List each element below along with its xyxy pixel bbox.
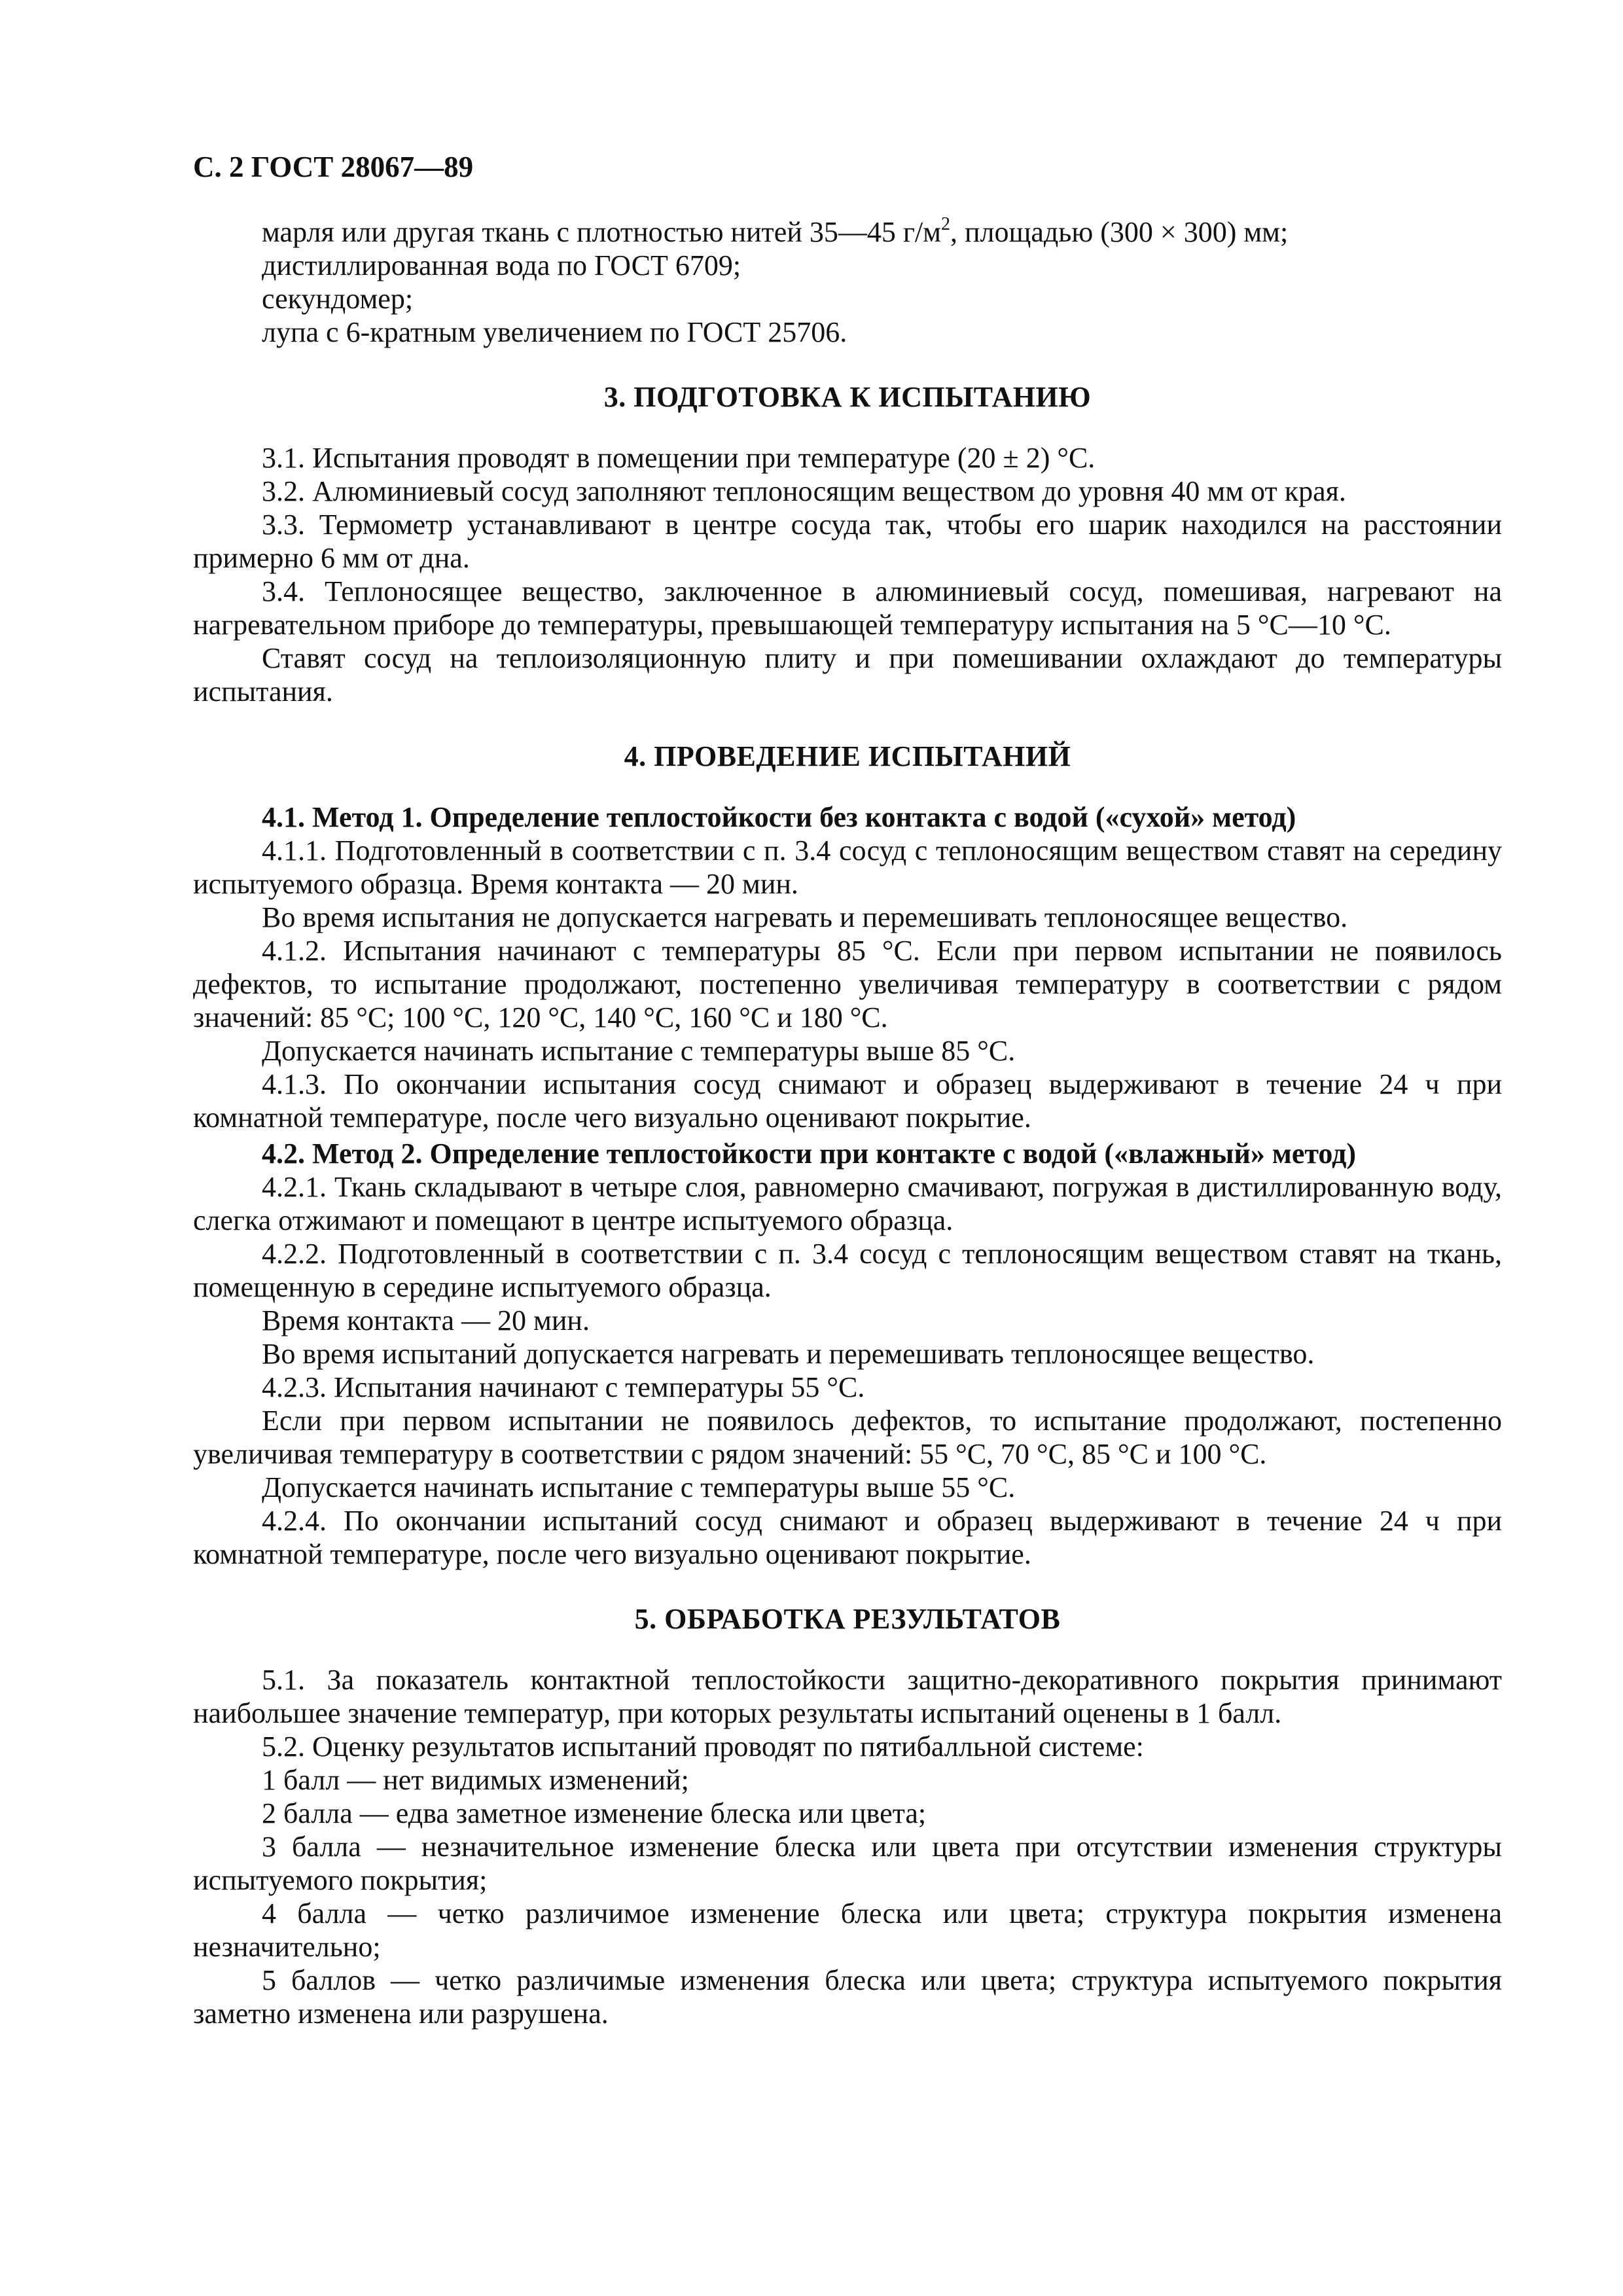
para-4-2-3: 4.2.3. Испытания начинают с температуры 55 °С. xyxy=(262,1371,865,1403)
para-4-1-2-cont: Допускается начинать испытание с температуры выше 85 °С. xyxy=(262,1035,1016,1067)
method-2-title: 4.2. Метод 2. Определение теплостойкости при контакте с водой («влажный» метод) xyxy=(262,1138,1357,1170)
section-5-title: 5. ОБРАБОТКА РЕЗУЛЬТАТОВ xyxy=(634,1603,1061,1635)
para-4-2-3-note: Допускается начинать испытание с температуры выше 55 °С. xyxy=(262,1471,1016,1503)
page-header: С. 2 ГОСТ 28067—89 xyxy=(193,151,474,183)
section-4-title: 4. ПРОВЕДЕНИЕ ИСПЫТАНИЙ xyxy=(624,740,1071,772)
document-page xyxy=(193,151,1502,2030)
materials-gauze-size: , площадью (300 × 300) мм; xyxy=(950,216,1289,248)
score-3: 3 балла — незначительное изменение блеска или цвета при отсутствии изменения структуры испытуемого покрытия; xyxy=(193,1831,1502,1896)
materials-stopwatch: секундомер; xyxy=(262,283,414,315)
score-2: 2 балла — едва заметное изменение блеска или цвета; xyxy=(262,1797,927,1829)
para-3-3: 3.3. Термометр устанавливают в центре сосуда так, чтобы его шарик находился на расстоянии примерно 6 мм от дна. xyxy=(193,509,1502,574)
score-4: 4 балла — четко различимое изменение блеска или цвета; структура покрытия изменена незначительно; xyxy=(193,1897,1502,1963)
para-4-2-4: 4.2.4. По окончании испытаний сосуд снимают и образец выдерживают в течение 24 ч при комнатной температуре, после чего визуально оценивают покрытие. xyxy=(193,1505,1502,1570)
materials-magnifier: лупа с 6-кратным увеличением по ГОСТ 25706. xyxy=(262,316,847,348)
para-4-2-1: 4.2.1. Ткань складывают в четыре слоя, равномерно смачивают, погружая в дистиллированную воду, слегка отжимают и помещают в центре испытуемого образца. xyxy=(193,1171,1502,1236)
para-4-2-2: 4.2.2. Подготовленный в соответствии с п. 3.4 сосуд с теплоносящим веществом ставят на ткань, помещенную в середине испытуемого образца. xyxy=(193,1238,1502,1303)
para-4-2-2-time: Время контакта — 20 мин. xyxy=(262,1304,590,1336)
para-3-2: 3.2. Алюминиевый сосуд заполняют теплоносящим веществом до уровня 40 мм от края. xyxy=(262,475,1346,507)
materials-gauze-text: марля или другая ткань с плотностью нитей 35—45 г/м xyxy=(262,216,941,248)
para-4-1-2: 4.1.2. Испытания начинают с температуры 85 °С. Если при первом испытании не появилось дефектов, то испытание продолжают, постепенно увеличивая температуру в соответствии с рядом значений: 85 °С; 100 °С, 120 °С, 140 °С, 160 °С и 180 °С. xyxy=(193,935,1502,1033)
para-4-1-3: 4.1.3. По окончании испытания сосуд снимают и образец выдерживают в течение 24 ч при комнатной температуре, после чего визуально оценивают покрытие. xyxy=(193,1068,1502,1134)
para-3-4: 3.4. Теплоносящее вещество, заключенное в алюминиевый сосуд, помешивая, нагревают на нагревательном приборе до температуры, превышающей температуру испытания на 5 °С—10 °С. xyxy=(193,575,1502,641)
para-5-1: 5.1. За показатель контактной теплостойкости защитно-декоративного покрытия принимают наибольшее значение температур, при которых результаты испытаний оценены в 1 балл. xyxy=(193,1664,1502,1729)
para-3-1: 3.1. Испытания проводят в помещении при температуре (20 ± 2) °С. xyxy=(262,442,1096,474)
score-1: 1 балл — нет видимых изменений; xyxy=(262,1764,689,1796)
method-1-title: 4.1. Метод 1. Определение теплостойкости без контакта с водой («сухой» метод) xyxy=(262,801,1296,833)
para-4-2-3-cont: Если при первом испытании не появилось дефектов, то испытание продолжают, постепенно увеличивая температуру в соответствии с рядом значений: 55 °С, 70 °С, 85 °С и 100 °С. xyxy=(193,1405,1502,1470)
section-3-title: 3. ПОДГОТОВКА К ИСПЫТАНИЮ xyxy=(603,381,1092,413)
para-5-2: 5.2. Оценку результатов испытаний проводят по пятибалльной системе: xyxy=(262,1731,1144,1763)
score-5: 5 баллов — четко различимые изменения блеска или цвета; структура испытуемого покрытия заметно изменена или разрушена. xyxy=(193,1964,1502,2030)
superscript-2: 2 xyxy=(940,214,950,234)
para-4-2-2-cont: Во время испытаний допускается нагревать и перемешивать теплоносящее вещество. xyxy=(262,1338,1315,1370)
materials-gauze xyxy=(193,215,1502,249)
materials-water: дистиллированная вода по ГОСТ 6709; xyxy=(262,249,741,281)
para-4-1-1-cont: Во время испытания не допускается нагревать и перемешивать теплоносящее вещество. xyxy=(262,901,1348,933)
para-3-4-cont: Ставят сосуд на теплоизоляционную плиту и при помешивании охлаждают до температуры испытания. xyxy=(193,642,1502,708)
para-4-1-1: 4.1.1. Подготовленный в соответствии с п. 3.4 сосуд с теплоносящим веществом ставят на середину испытуемого образца. Время контакта — 20 мин. xyxy=(193,834,1502,900)
